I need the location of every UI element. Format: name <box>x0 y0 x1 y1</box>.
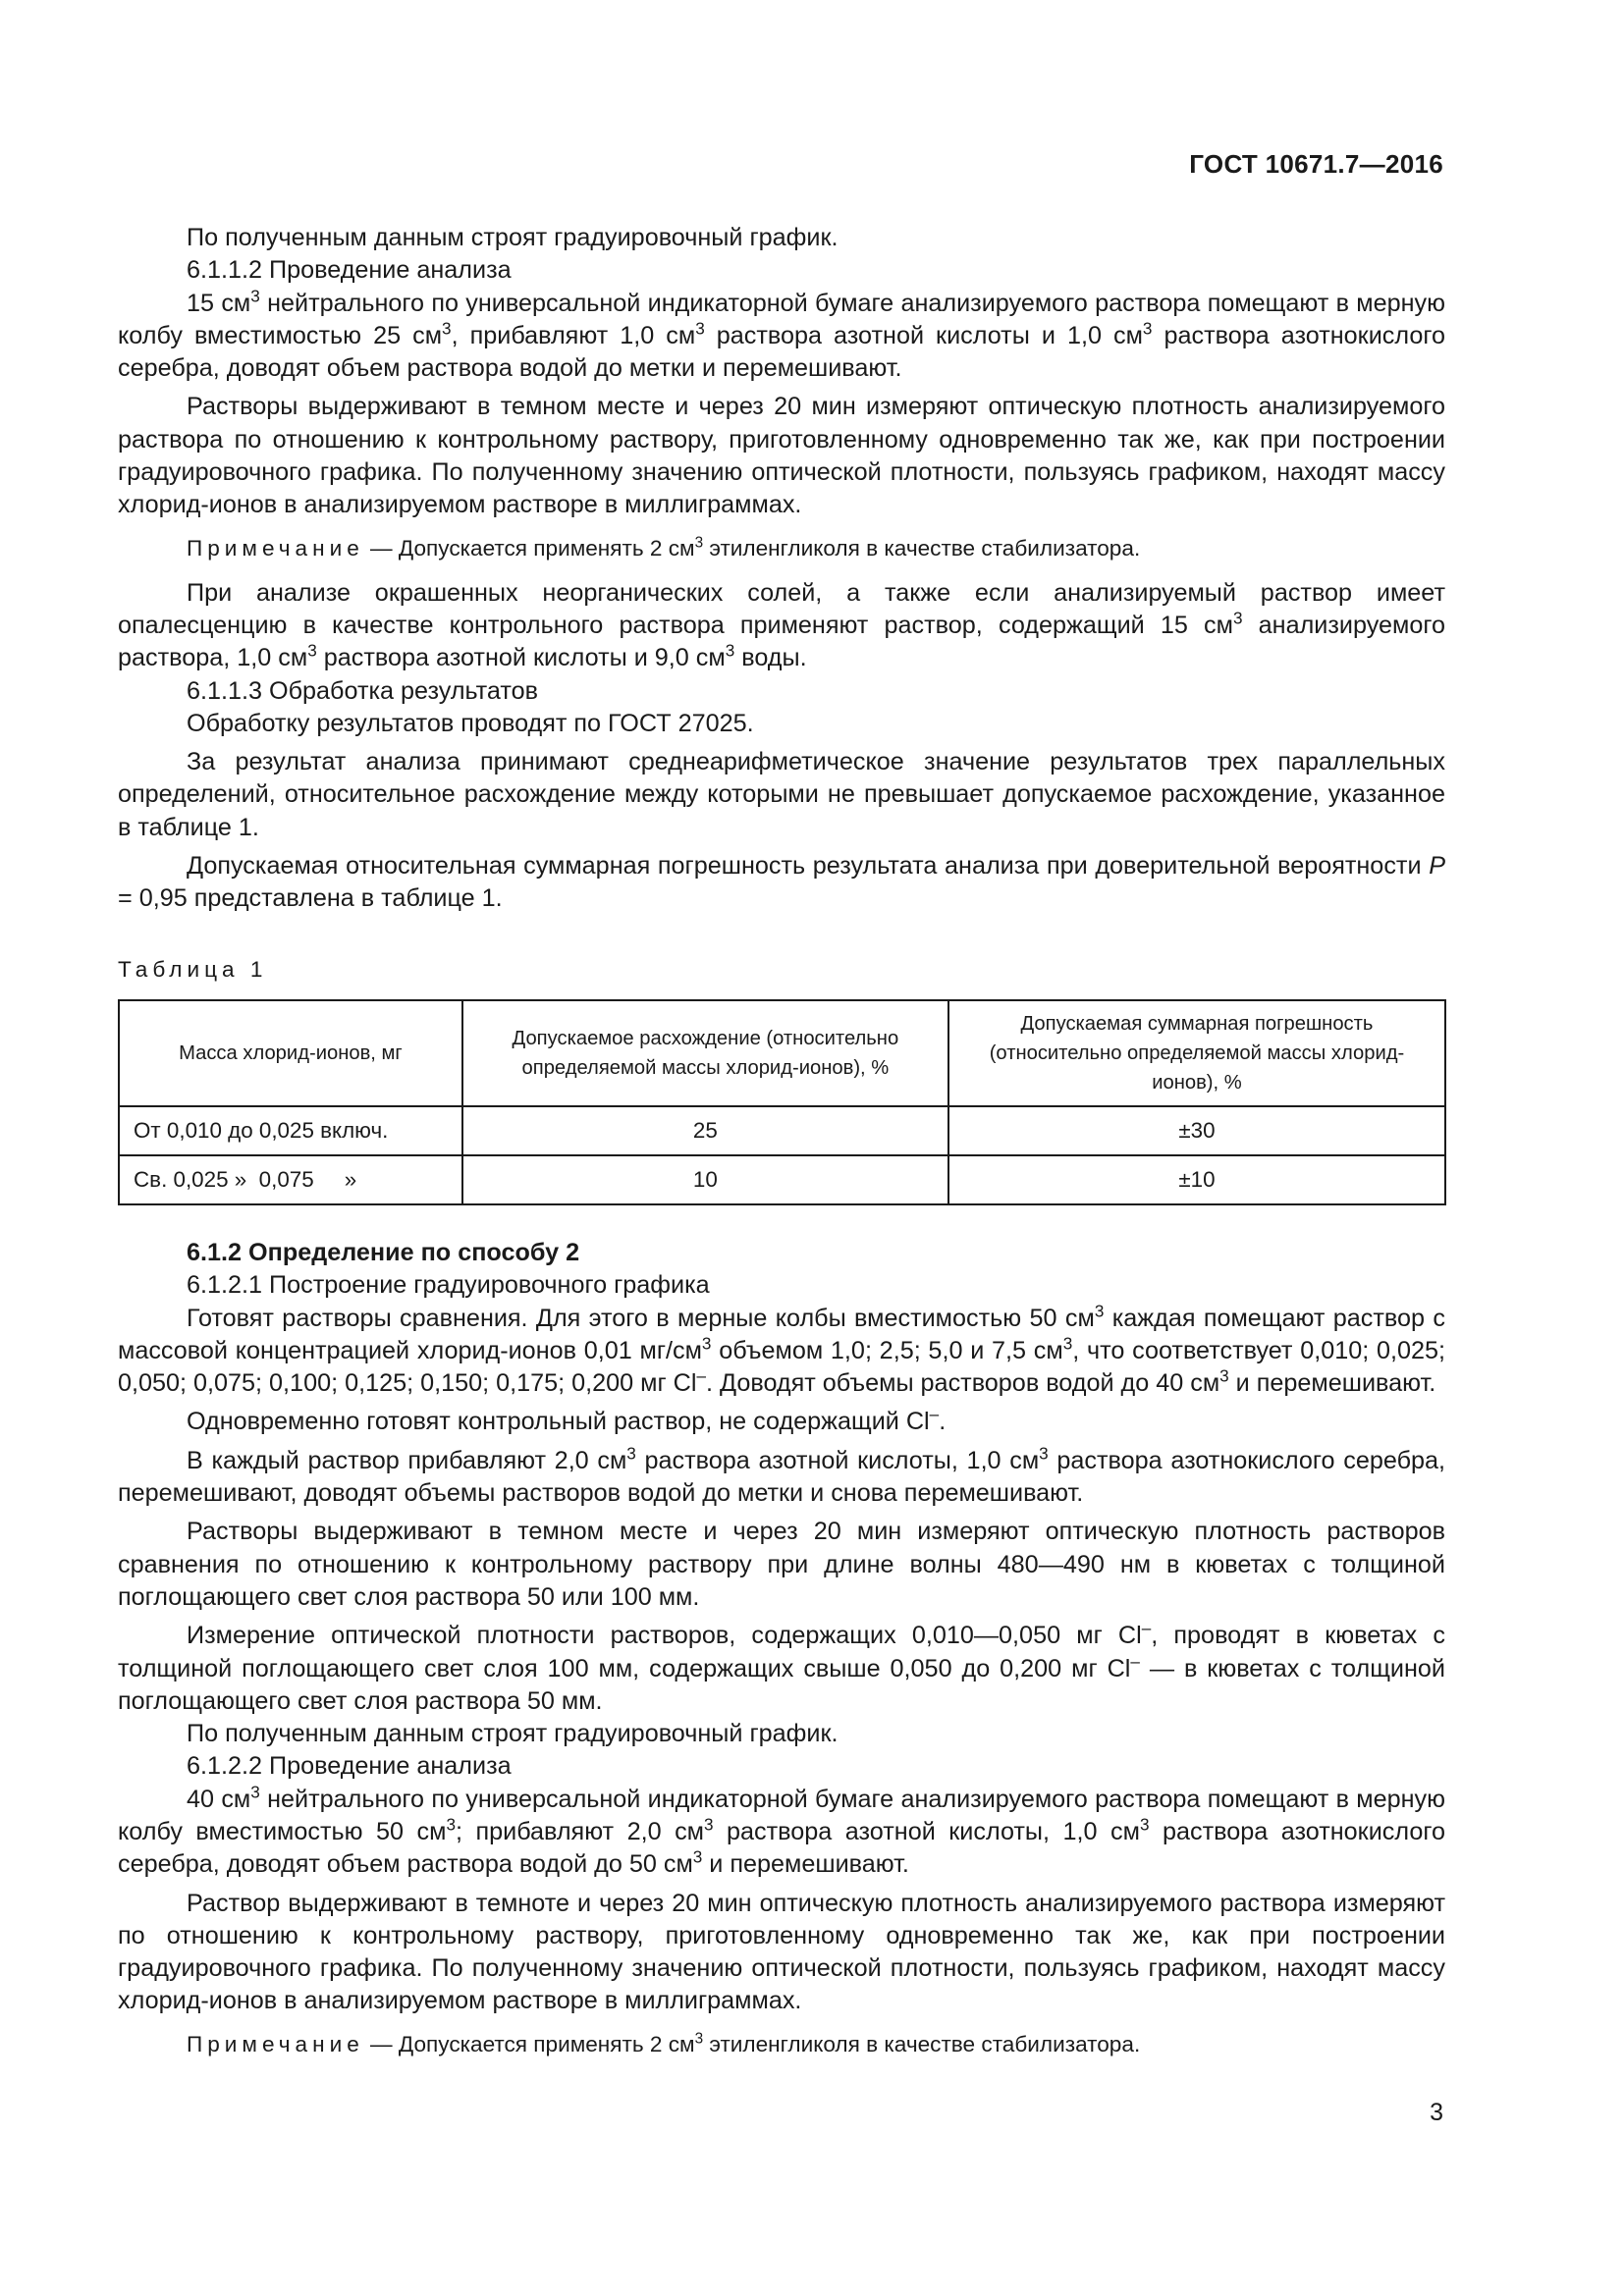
table-row <box>119 1155 1445 1204</box>
standard-header: ГОСТ 10671.7—2016 <box>1189 149 1443 179</box>
paragraph: 15 $см^3$ нейтрального по универсальной индикаторной бумаге анализируемого раствора помещают в мерную колбу вместимостью 25 $см^3$, прибавляют 1,0 $см^3$ раствора азотной кислоты и 1,0 $см^3$ раствора азотнокислого серебра, доводят объем раствора водой до метки и перемешивают. <box>118 286 1445 383</box>
paragraph: При анализе окрашенных неорганических солей, а также если анализируемый раствор имеет опалесценцию в качестве контрольного раствора применяют раствор, содержащий 15 $см^3$ анализируемого раствора, 1,0 $см^3$ раствора азотной кислоты и 9,0 $см^3$ воды. <box>118 578 1445 672</box>
table-cell: ±30 <box>948 1106 1445 1155</box>
subsection-heading: 6.1.2.1 Построение градуировочного графика <box>187 1271 710 1300</box>
paragraph: Готовят растворы сравнения. Для этого в мерные колбы вместимостью 50 $см^3$ каждая помещают раствор с массовой концентрацией хлорид-ионов 0,01 $мг/см^3$ объемом 1,0; 2,5; 5,0 и 7,5 $см^3$, что соответствует 0,010; 0,025; 0,050; 0,075; 0,100; 0,125; 0,150; 0,175; 0,200 мг Cl–. Доводят объемы растворов водой до 40 $см^3$ и перемешивают. <box>118 1301 1446 1398</box>
table-cell: От 0,010 до 0,025 включ. <box>119 1106 462 1155</box>
page-number: 3 <box>1430 2099 1443 2126</box>
column-header: Допускаемое расхождение (относительно определяемой массы хлорид-ионов), % <box>462 1000 948 1106</box>
paragraph: Измерение оптической плотности растворов, содержащих 0,010—0,050 мг Cl–, проводят в кюветах с толщиной поглощающего свет слоя 100 мм, содержащих свыше 0,050 до 0,200 мг Cl– — в кюветах с толщиной поглощающего свет слоя раствора 50 мм. <box>118 1618 1446 1715</box>
note: Примечание — Допускается применять 2 $см^3$ этиленгликоля в качестве стабилизатора. <box>187 534 1141 561</box>
subsection-heading: 6.1.1.2 Проведение анализа <box>187 256 512 285</box>
table-cell: 25 <box>462 1106 948 1155</box>
note-label: Примечание <box>187 2031 364 2056</box>
section-heading: 6.1.2 Определение по способу 2 <box>187 1238 580 1266</box>
paragraph: Обработку результатов проводят по ГОСТ 27025. <box>187 709 754 737</box>
table-cell: ±10 <box>948 1155 1445 1204</box>
tolerance-table <box>118 999 1446 1205</box>
paragraph: В каждый раствор прибавляют 2,0 $см^3$ раствора азотной кислоты, 1,0 $см^3$ раствора азотнокислого серебра, перемешивают, доводят объемы растворов водой до метки и снова перемешивают. <box>118 1443 1446 1508</box>
subsection-heading: 6.1.1.3 Обработка результатов <box>187 676 539 705</box>
table-cell: Св. 0,025 » 0,075 » <box>119 1155 462 1204</box>
table-cell: 10 <box>462 1155 948 1204</box>
table-header-row <box>119 1000 1445 1106</box>
paragraph: 40 $см^3$ нейтрального по универсальной индикаторной бумаге анализируемого раствора помещают в мерную колбу вместимостью 50 $см^3$; прибавляют 2,0 $см^3$ раствора азотной кислоты, 1,0 $см^3$ раствора азотнокислого серебра, доводят объем раствора водой до 50 $см^3$ и перемешивают. <box>118 1782 1445 1879</box>
paragraph: За результат анализа принимают среднеарифметическое значение результатов трех параллельных определений, относительное расхождение между которыми не превышает допускаемое расхождение, указанное в таблице 1. <box>118 748 1445 841</box>
table-row <box>119 1106 1445 1155</box>
paragraph: Растворы выдерживают в темном месте и через 20 мин измеряют оптическую плотность растворов сравнения по отношению к контрольному раствору при длине волны 480—490 нм в кюветах с толщиной поглощающего свет слоя раствора 50 или 100 мм. <box>118 1518 1445 1611</box>
paragraph: Допускаемая относительная суммарная погрешность результата анализа при доверительной вероятности P = 0,95 представлена в таблице 1. <box>118 852 1445 913</box>
paragraph: По полученным данным строят градуировочный график. <box>187 224 839 251</box>
table-caption: Таблица 1 <box>118 956 268 982</box>
paragraph: Одновременно готовят контрольный раствор, не содержащий Cl–. <box>187 1405 947 1436</box>
note: Примечание — Допускается применять 2 $см^3$ этиленгликоля в качестве стабилизатора. <box>187 2030 1141 2056</box>
column-header: Допускаемая суммарная погрешность (относительно определяемой массы хлорид-ионов), % <box>948 1000 1445 1106</box>
subsection-heading: 6.1.2.2 Проведение анализа <box>187 1752 512 1781</box>
note-label: Примечание <box>187 535 364 561</box>
paragraph: По полученным данным строят градуировочный график. <box>187 1720 839 1748</box>
column-header: Масса хлорид-ионов, мг <box>119 1000 462 1106</box>
document-body <box>118 222 1445 2073</box>
paragraph: Растворы выдерживают в темном месте и через 20 мин измеряют оптическую плотность анализируемого раствора по отношению к контрольному раствору, приготовленному одновременно так же, как при построении градуировочного графика. По полученному значению оптической плотности, пользуясь графиком, находят массу хлорид-ионов в анализируемом растворе в миллиграммах. <box>118 393 1445 519</box>
paragraph: Раствор выдерживают в темноте и через 20 мин оптическую плотность анализируемого раствора измеряют по отношению к контрольному раствору, приготовленному одновременно так же, как при построении градуировочного графика. По полученному значению оптической плотности, пользуясь графиком, находят массу хлорид-ионов в анализируемом растворе в миллиграммах. <box>118 1889 1445 2015</box>
